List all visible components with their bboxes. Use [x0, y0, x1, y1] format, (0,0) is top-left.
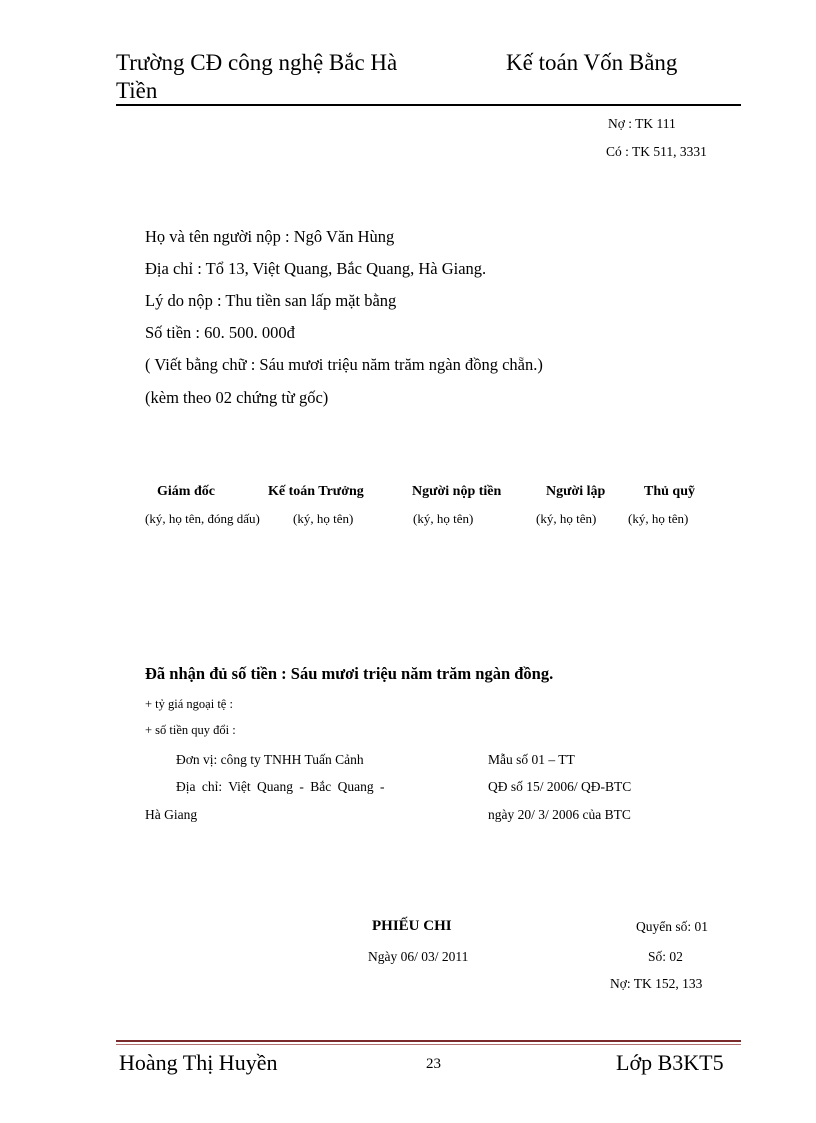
unit-address: Địa chỉ: Việt Quang - Bắc Quang - [176, 779, 385, 794]
signature-title-director: Giám đốc [157, 484, 215, 499]
footer-author: Hoàng Thị Huyền [119, 1050, 278, 1075]
header-rule [116, 104, 741, 106]
debit-account: Nợ : TK 111 [608, 116, 676, 131]
converted-amount: + số tiền quy đổi : [145, 723, 236, 737]
header-school: Trường CĐ công nghệ Bắc Hà [116, 50, 398, 75]
payment-amount: Số tiền : 60. 500. 000đ [145, 323, 295, 342]
amount-in-words: ( Viết bằng chữ : Sáu mươi triệu năm trăm ngàn đồng chẵn.) [145, 355, 543, 374]
footer-rule-thin [116, 1044, 741, 1045]
payment-reason: Lý do nộp : Thu tiền san lấp mặt bằng [145, 291, 397, 310]
form-decision: QĐ số 15/ 2006/ QĐ-BTC [488, 779, 632, 794]
form-number: Mẫu số 01 – TT [488, 752, 575, 767]
voucher-date: Ngày 06/ 03/ 2011 [368, 949, 469, 964]
unit-name: Đơn vị: công ty TNHH Tuấn Cảnh [176, 752, 364, 767]
payer-name: Họ và tên người nộp : Ngô Văn Hùng [145, 227, 395, 246]
credit-account: Có : TK 511, 3331 [606, 144, 707, 159]
signature-note-payer: (ký, họ tên) [413, 511, 474, 526]
signature-note-director: (ký, họ tên, đóng dấu) [145, 511, 260, 526]
exchange-rate: + tỷ giá ngoại tệ : [145, 697, 233, 711]
signature-note-chief-accountant: (ký, họ tên) [293, 511, 354, 526]
voucher-book: Quyển số: 01 [636, 919, 708, 934]
signature-note-preparer: (ký, họ tên) [536, 511, 597, 526]
received-amount: Đã nhận đủ số tiền : Sáu mươi triệu năm trăm ngàn đồng. [145, 664, 554, 683]
header-school-cont: Tiền [116, 78, 158, 103]
signature-title-preparer: Người lập [546, 484, 606, 499]
voucher-number: Số: 02 [648, 949, 683, 964]
page-number: 23 [426, 1056, 441, 1072]
payer-address: Địa chỉ : Tổ 13, Việt Quang, Bắc Quang, Hà Giang. [145, 259, 487, 278]
footer-rule [116, 1040, 741, 1042]
attached-documents: (kèm theo 02 chứng từ gốc) [145, 388, 329, 407]
voucher-title: PHIẾU CHI [372, 918, 452, 934]
header-subject: Kế toán Vốn Bằng [506, 50, 678, 75]
footer-class: Lớp B3KT5 [616, 1050, 724, 1075]
signature-title-payer: Người nộp tiền [412, 484, 502, 499]
form-date: ngày 20/ 3/ 2006 của BTC [488, 807, 631, 822]
voucher-debit: Nợ: TK 152, 133 [610, 976, 703, 991]
signature-title-cashier: Thủ quỹ [644, 484, 695, 499]
signature-title-chief-accountant: Kế toán Trưởng [268, 484, 364, 499]
signature-note-cashier: (ký, họ tên) [628, 511, 689, 526]
unit-address-cont: Hà Giang [145, 807, 198, 822]
